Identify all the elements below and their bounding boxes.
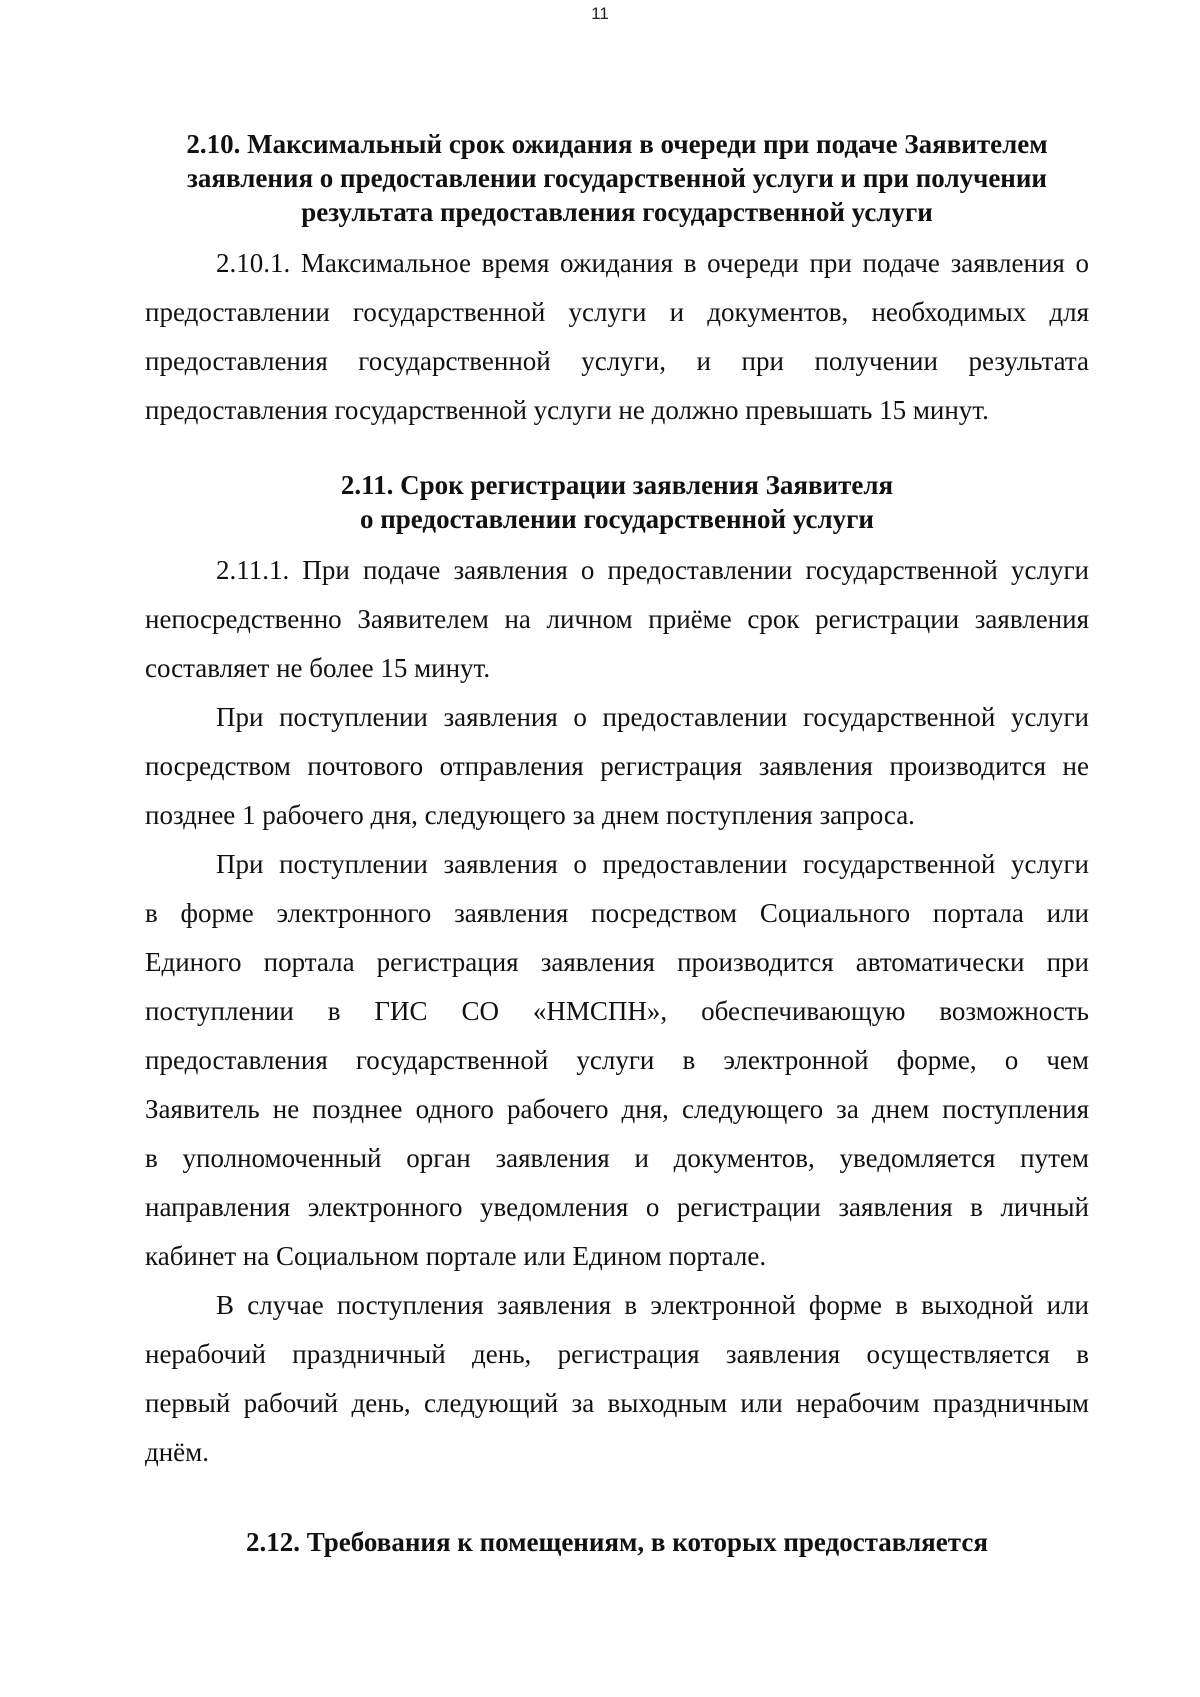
paragraph-2-10-1: [145, 239, 1089, 435]
section-2-10-heading: [145, 127, 1089, 229]
paragraph-line: Единого портала регистрация заявления производится автоматически при: [145, 947, 1089, 977]
paragraph-holiday-registration: [145, 1281, 1089, 1477]
heading-line: заявления о предоставлении государственной услуги и при получении: [187, 163, 1047, 193]
paragraph-line: 2.10.1. Максимальное время ожидания в очереди при подаче заявления о: [216, 248, 1089, 278]
paragraph-line: посредством почтового отправления регистрация заявления производится не: [145, 751, 1089, 781]
paragraph-line: В случае поступления заявления в электронной форме в выходной или: [216, 1290, 1089, 1320]
paragraph-2-11-1: [145, 546, 1089, 693]
paragraph-line: в форме электронного заявления посредством Социального портала или: [145, 898, 1089, 928]
paragraph-line: первый рабочий день, следующий за выходным или нерабочим праздничным: [145, 1388, 1089, 1418]
paragraph-line: позднее 1 рабочего дня, следующего за днем поступления запроса.: [145, 800, 915, 830]
paragraph-line: днём.: [145, 1437, 210, 1467]
paragraph-line: 2.11.1. При подаче заявления о предоставлении государственной услуги: [216, 555, 1089, 585]
paragraph-line: непосредственно Заявителем на личном приёме срок регистрации заявления: [145, 604, 1089, 634]
section-2-12-heading: [145, 1525, 1089, 1559]
paragraph-line: При поступлении заявления о предоставлении государственной услуги: [216, 702, 1089, 732]
paragraph-line: предоставления государственной услуги в электронной форме, о чем: [145, 1045, 1089, 1075]
page-number: 11: [591, 4, 609, 23]
paragraph-line: направления электронного уведомления о регистрации заявления в личный: [145, 1192, 1089, 1222]
paragraph-line: При поступлении заявления о предоставлении государственной услуги: [216, 849, 1089, 879]
heading-line: 2.10. Максимальный срок ожидания в очереди при подаче Заявителем: [186, 129, 1048, 159]
section-2-11-heading: [145, 468, 1089, 536]
heading-line: 2.12. Требования к помещениям, в которых предоставляется: [246, 1527, 988, 1557]
document-body: [145, 127, 1089, 1559]
paragraph-line: нерабочий праздничный день, регистрация заявления осуществляется в: [145, 1339, 1089, 1369]
paragraph-line: поступлении в ГИС СО «НМСПН», обеспечивающую возможность: [145, 996, 1089, 1026]
paragraph-line: составляет не более 15 минут.: [145, 653, 491, 683]
heading-line: результата предоставления государственной услуги: [301, 197, 933, 227]
paragraph-electronic-registration: [145, 840, 1089, 1281]
heading-line: о предоставлении государственной услуги: [359, 504, 874, 534]
heading-line: 2.11. Срок регистрации заявления Заявителя: [340, 470, 894, 500]
paragraph-postal-registration: [145, 693, 1089, 840]
paragraph-line: предоставления государственной услуги, и при получении результата: [145, 346, 1089, 376]
paragraph-line: предоставлении государственной услуги и документов, необходимых для: [145, 297, 1089, 327]
paragraph-line: кабинет на Социальном портале или Едином портале.: [145, 1241, 767, 1271]
paragraph-line: Заявитель не позднее одного рабочего дня, следующего за днем поступления: [145, 1094, 1089, 1124]
paragraph-line: в уполномоченный орган заявления и документов, уведомляется путем: [145, 1143, 1089, 1173]
paragraph-line: предоставления государственной услуги не должно превышать 15 минут.: [145, 395, 989, 425]
